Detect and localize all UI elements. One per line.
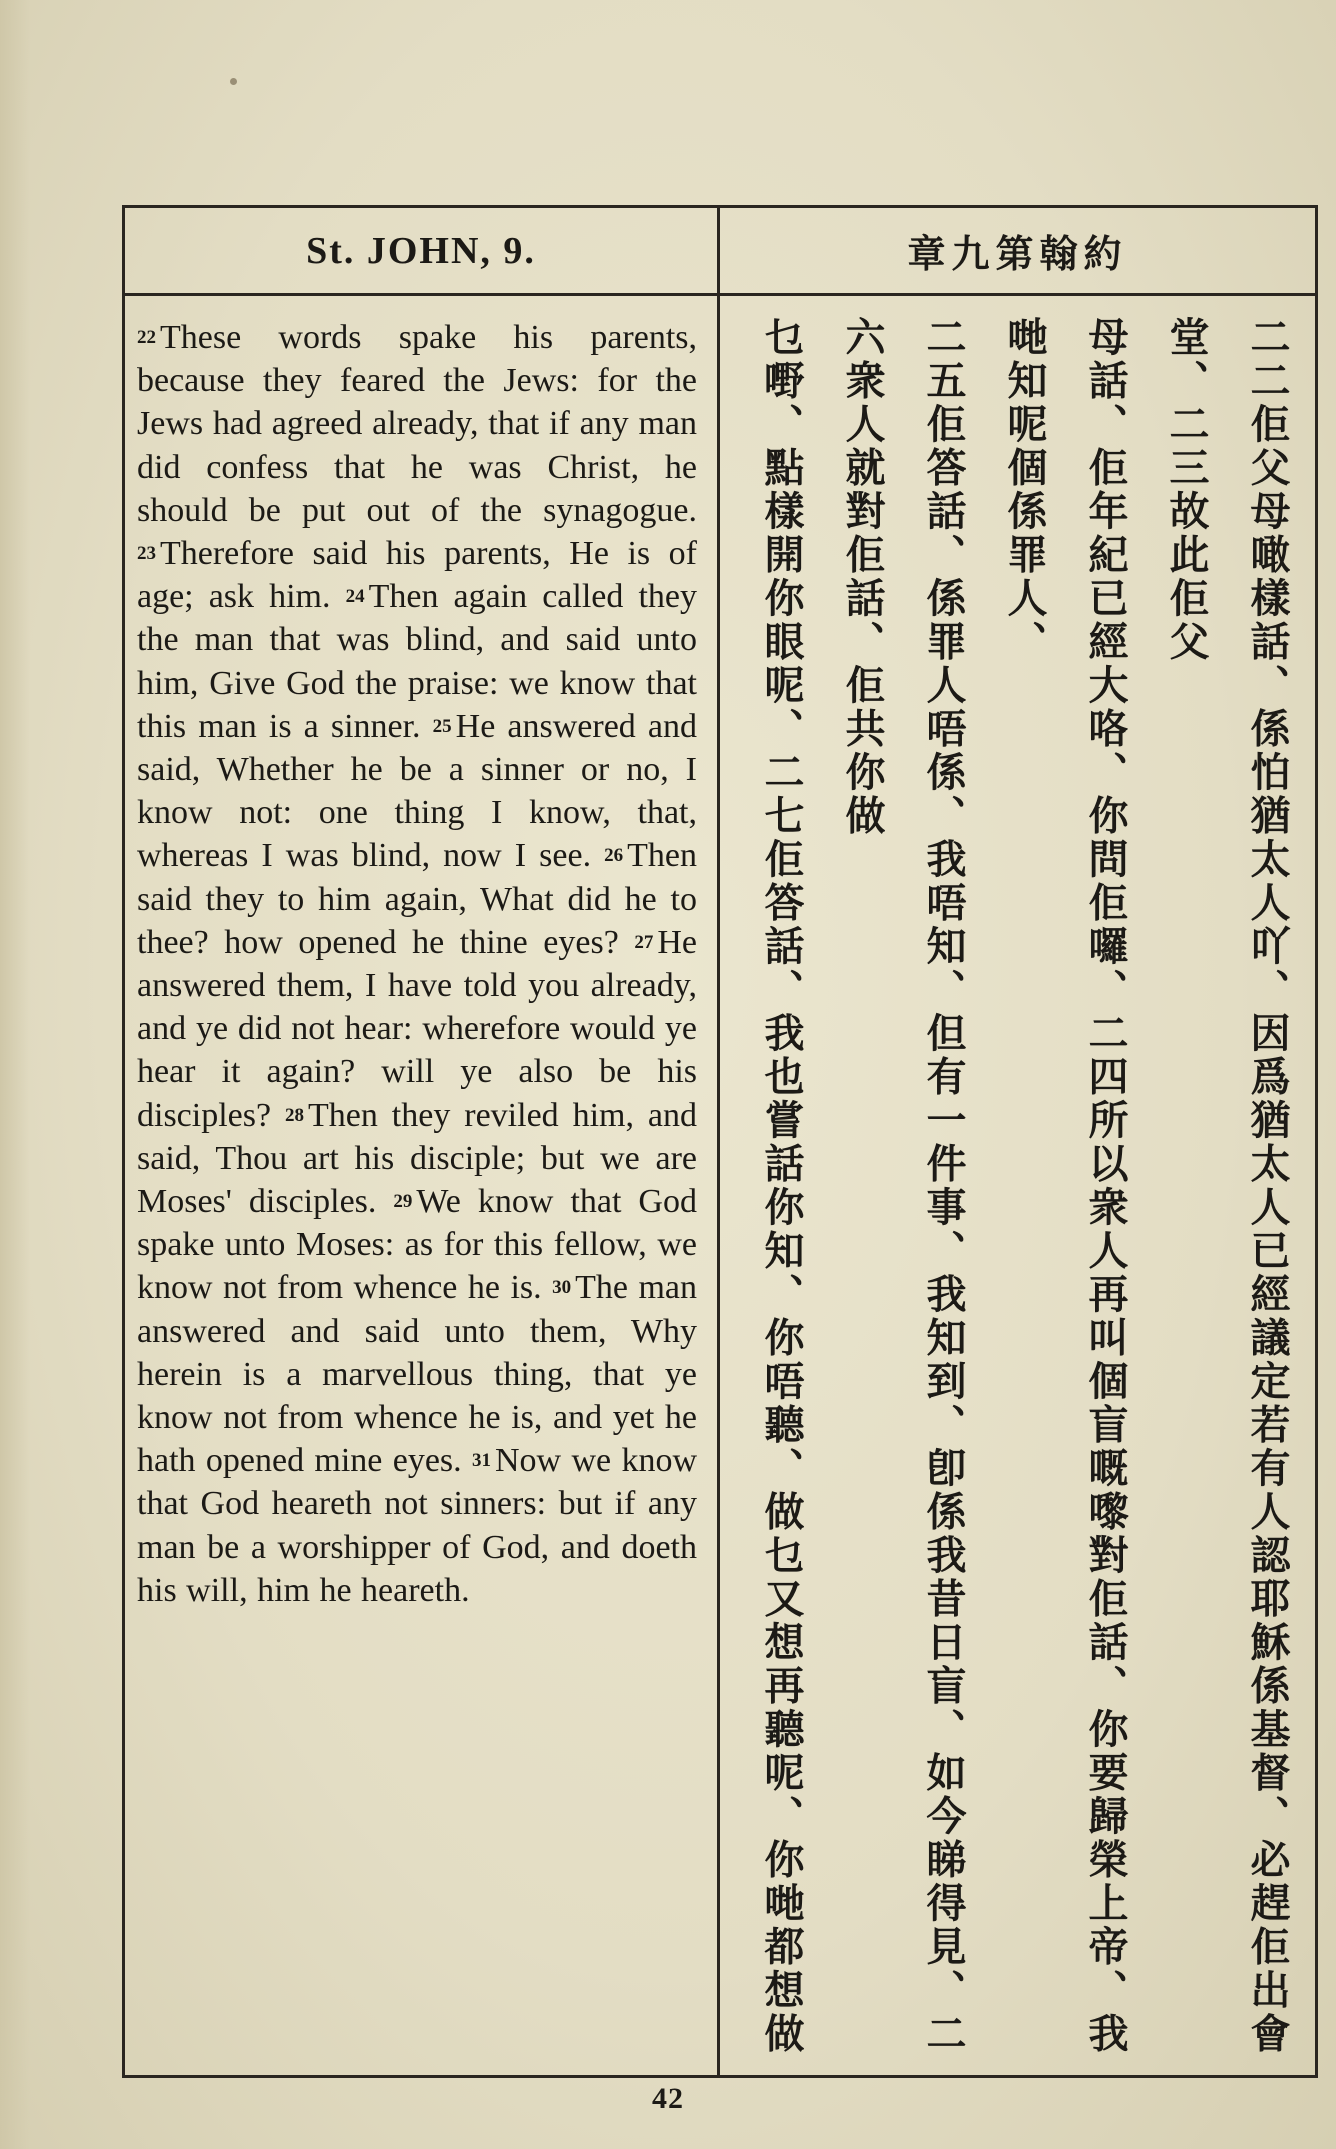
running-header <box>125 208 1315 296</box>
verse-text: Then said they to him again, What did he to thee? how opened he thine eyes? <box>137 837 698 961</box>
verse-text: The man answered and said unto them, Why herein is a marvellous thing, that ye know not from whence he is, and yet he hath opened mine eyes. <box>137 1269 698 1480</box>
page-frame <box>122 205 1318 2078</box>
verse-text: Then again called they the man that was blind, and said unto him, Give God the praise: we know that this man is a sinner. <box>137 578 697 745</box>
verse-text: We know that God spake unto Moses: as for this fellow, we know not from whence he is. <box>137 1183 697 1307</box>
verse-number: 25 <box>432 715 452 737</box>
verse-text: Now we know that God heareth not sinners: but if any man be a worshipper of God, and doeth his will, him he heareth. <box>137 1442 697 1609</box>
verse-text: Therefore said his parents, He is of age; ask him. <box>137 535 697 616</box>
page-number: 42 <box>652 2082 684 2115</box>
verse-number: 30 <box>552 1277 572 1299</box>
verse-number: 23 <box>137 543 156 565</box>
verse-number: 22 <box>137 327 156 348</box>
verse-number: 28 <box>285 1104 305 1126</box>
chinese-line: 二五佢答話、係罪人唔係、我唔知、但有一件事、我知到、卽係我昔日盲、如今睇得見、二六衆人就對佢話、佢共你做 <box>839 316 966 2056</box>
english-text-column <box>137 316 697 2061</box>
page-edge-shadow <box>0 0 30 2149</box>
ink-smudge <box>230 78 237 85</box>
chinese-line: 二二佢父母噉樣話、係怕猶太人吖、因爲猶太人已經議定若有人認耶穌係基督、必趕佢出會堂、二三故此佢父 <box>1163 316 1290 2056</box>
verse-number: 24 <box>345 586 365 608</box>
chinese-line: 母話、佢年紀已經大咯、你問佢囉、二四所以衆人再叫個盲嘅嚟對佢話、你要歸榮上帝、我哋知呢個係罪人、 <box>1001 316 1128 2056</box>
header-title-chinese: 約翰第九章 <box>907 232 1128 276</box>
column-divider <box>717 296 720 2075</box>
verse-number: 27 <box>634 931 654 953</box>
english-paragraph <box>137 316 697 1612</box>
verse-text: He answered and said, Whether he be a sinner or no, I know not: one thing I know, that, whereas I was blind, now I see. <box>137 707 697 875</box>
verse-number: 31 <box>472 1450 491 1472</box>
verse-text: Then they reviled him, and said, Thou art his disciple; but we are Moses' disciples. <box>137 1096 698 1221</box>
verse-number: 29 <box>393 1191 413 1213</box>
header-title-english: St. JOHN, 9. <box>306 229 536 272</box>
verse-text: These words spake his parents, because they feared the Jews: for the Jews had agreed already, that if any man did confess that he was Christ, he should be put out of the synagogue. <box>137 319 697 529</box>
verse-number: 26 <box>604 845 624 867</box>
chinese-text-column <box>737 316 1307 2061</box>
verse-text: He answered them, I have told you already, and ye did not hear: wherefore would ye hear it again? will ye also be his disciples? <box>137 923 697 1134</box>
chinese-line: 乜嘢、點樣開你眼呢、二七佢答話、我也嘗話你知、你唔聽、做乜又想再聽呢、你哋都想做 <box>758 316 804 2056</box>
